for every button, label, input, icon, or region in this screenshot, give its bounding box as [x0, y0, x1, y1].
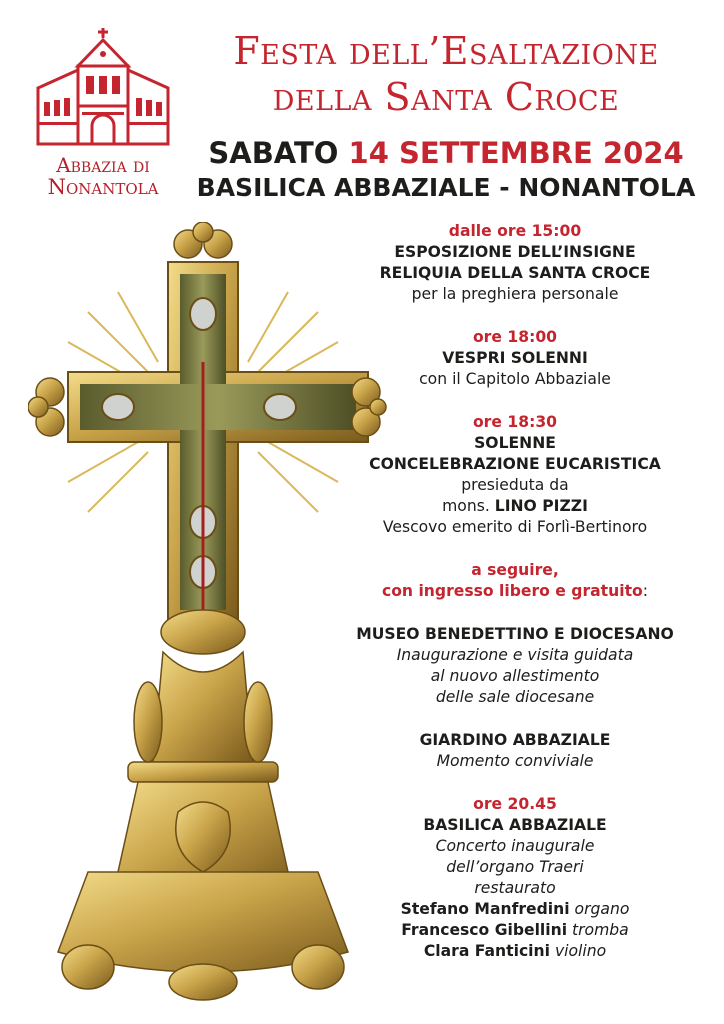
event-title: RELIQUIA DELLA SANTA CROCE [379, 264, 651, 282]
event-time: ore 20.45 [473, 795, 557, 813]
logo-line-1: Abbazia di [56, 153, 150, 177]
follow-colon: : [642, 582, 649, 600]
event-title: CONCELEBRAZIONE EUCARISTICA [369, 455, 661, 473]
performer-role: organo [574, 900, 630, 918]
performer [318, 920, 712, 941]
event-desc: presieduta da [461, 476, 569, 494]
performer-role: violino [554, 942, 607, 960]
date-day: SABATO [208, 136, 339, 170]
follow-line-2: con ingresso libero e gratuito [381, 582, 643, 600]
event-desc: Concerto inaugurale [435, 837, 595, 855]
celebrant-name: LINO PIZZI [494, 497, 588, 515]
performer-name: Stefano Manfredini [400, 900, 570, 918]
event-garden [318, 730, 712, 772]
event-desc: delle sale diocesane [435, 688, 595, 706]
event-mass [318, 412, 712, 538]
event-place: BASILICA ABBAZIALE - NONANTOLA [196, 173, 696, 202]
event-title: VESPRI SOLENNI [442, 349, 588, 367]
event-date [196, 136, 696, 170]
event-desc: Momento conviviale [436, 752, 594, 770]
abbey-church-icon [34, 26, 172, 150]
event-desc: al nuovo allestimento [430, 667, 600, 685]
event-desc: restaurato [474, 879, 556, 897]
event-exposition [318, 221, 712, 305]
follow-note [318, 560, 712, 602]
event-title: SOLENNE [474, 434, 556, 452]
event-time: ore 18:30 [472, 413, 558, 431]
program [318, 221, 712, 962]
performer-name: Clara Fanticini [423, 942, 550, 960]
event-desc: Inaugurazione e visita guidata [396, 646, 634, 664]
event-time: dalle ore 15:00 [448, 222, 582, 240]
event-desc: con il Capitolo Abbaziale [419, 370, 611, 388]
event-title: BASILICA ABBAZIALE [423, 816, 607, 834]
celebrant [318, 496, 712, 517]
logo-line-2: Nonantola [47, 175, 159, 199]
event-desc: dell’organo Traeri [446, 858, 584, 876]
event-title: MUSEO BENEDETTINO E DIOCESANO [356, 625, 674, 643]
event-title: GIARDINO ABBAZIALE [419, 731, 611, 749]
abbey-logo [28, 26, 178, 206]
event-museum [318, 624, 712, 708]
event-concert [318, 794, 712, 962]
event-desc: per la preghiera personale [411, 285, 619, 303]
celebrant-role: Vescovo emerito di Forlì-Bertinoro [382, 518, 648, 536]
performer [318, 899, 712, 920]
celebrant-title: mons. [442, 497, 495, 515]
performer-role: tromba [572, 921, 629, 939]
event-time: ore 18:00 [472, 328, 558, 346]
title-line-2: della Santa Croce [272, 75, 620, 119]
title-line-1: Festa dell’Esaltazione [233, 29, 659, 73]
event-title: ESPOSIZIONE DELL’INSIGNE [394, 243, 636, 261]
performer-name: Francesco Gibellini [401, 921, 568, 939]
page-title [196, 28, 696, 120]
performer [318, 941, 712, 962]
date-full: 14 SETTEMBRE 2024 [348, 136, 684, 170]
follow-line-1: a seguire, [471, 561, 559, 579]
event-vespers [318, 327, 712, 390]
